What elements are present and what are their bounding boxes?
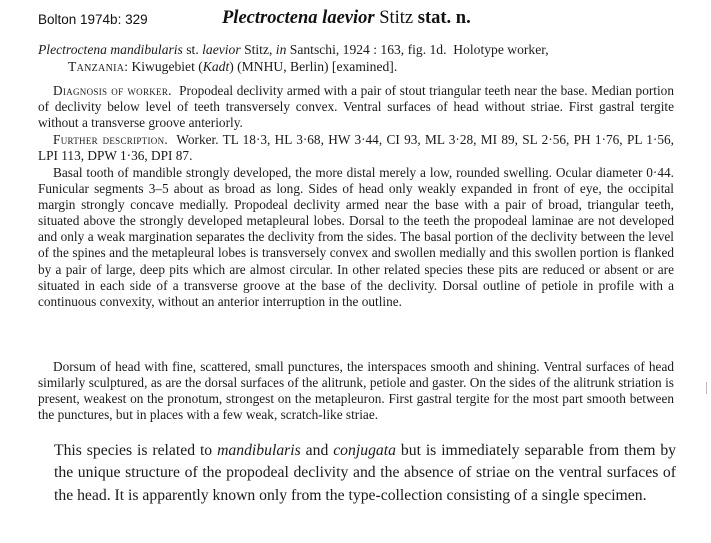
species-name: Plectroctena laevior [222, 8, 375, 28]
status-label: stat. n. [417, 8, 471, 28]
description-paragraph [38, 132, 674, 164]
diagnosis-paragraph [38, 83, 674, 131]
synonym-citation: Santschi, 1924 : 163, fig. 1d. [289, 42, 447, 57]
comment-and: and [305, 442, 329, 459]
body-paragraph-1: Basal tooth of mandible strongly developed, the more distal merely a low, rounded swelling. Ocular diameter 0·44. Funicular segments 3–5 about as broad as long. Sides of head only weakly expanded in front of eye, the occipital margin strongly concave medially. Propodeal declivity armed near the base with a pair of broad, triangular teeth, situated above the strongly developed metapleural lobes. Dorsal to the teeth the propodeal laminae are not developed and only a weak margination separates the declivity from the sides. The basal portion of the declivity between the level of the spines and the metapleural lobes is transversely convex and swollen medially and this swollen portion is flanked by a pair of large, deep pits which are almost circular. In other related species these pits are reduced or absent or are situated in each side of a transverse groove at the base of the declivity. Dorsal outline of petiole in profile with a continuous convexity, without an anterior interruption in the outline. [38, 165, 674, 309]
description-text: Worker. TL 18·3, HL 3·68, HW 3·44, CI 93, ML 3·28, MI 89, SL 2·56, PH 1·76, PL 1·56, LPI 113, DPW 1·36, DPI 87. [38, 132, 674, 164]
locality-post: ) (MNHU, Berlin) [examined]. [229, 59, 398, 74]
collector: Kadt [202, 59, 230, 74]
description-heading: Further description. [53, 132, 168, 147]
synonym-infra: laevior [202, 42, 241, 57]
body-paragraph-2: Dorsum of head with fine, scattered, small punctures, the interspaces smooth and shining. Ventral surfaces of head similarly sculptured, as are the dorsal surfaces of the alitrunk, petiole and gaster. On the sides of the alitrunk striation is present, weakest on the pronotum, strongest on the metapleuron. First gastral tergite for the most part smooth between the punctures, but in places with a few weak, scratch-like striae. [38, 359, 674, 423]
synonym-rank: st. [186, 42, 199, 57]
synonym-in: in [275, 42, 287, 57]
diagnosis-heading: Diagnosis of worker. [53, 83, 172, 98]
locality-pre: : Kiwugebiet ( [124, 59, 203, 74]
page-title [222, 8, 471, 29]
synonym-name: Plectroctena mandibularis [38, 42, 183, 57]
comment-pre: This species is related to [54, 442, 213, 459]
comment-post: but is immediately separable from them by the unique structure of the propodeal declivity and the absence of striae on the ventral surfaces of the head. It is apparently known only from the type-collection consisting of a single specimen. [54, 442, 677, 504]
synonym-author: Stitz, [244, 42, 273, 57]
synonymy-line-1 [38, 42, 549, 58]
species-author: Stitz [379, 8, 414, 28]
margin-mark [706, 382, 707, 394]
country: Tanzania [68, 59, 125, 74]
comment-species-2: conjugata [333, 442, 396, 459]
synonym-type-note: Holotype worker, [453, 42, 549, 57]
diagnosis-text: Propodeal declivity armed with a pair of stout triangular teeth near the base. Median portion of declivity below level of teeth transversely convex. Ventral surfaces of head without striae. First gastral tergite without a transverse groove anteriorly. [38, 83, 674, 131]
synonymy-line-2 [68, 59, 397, 75]
comment-paragraph [54, 440, 676, 507]
comment-species-1: mandibularis [217, 442, 301, 459]
citation-reference: Bolton 1974b: 329 [38, 12, 148, 27]
